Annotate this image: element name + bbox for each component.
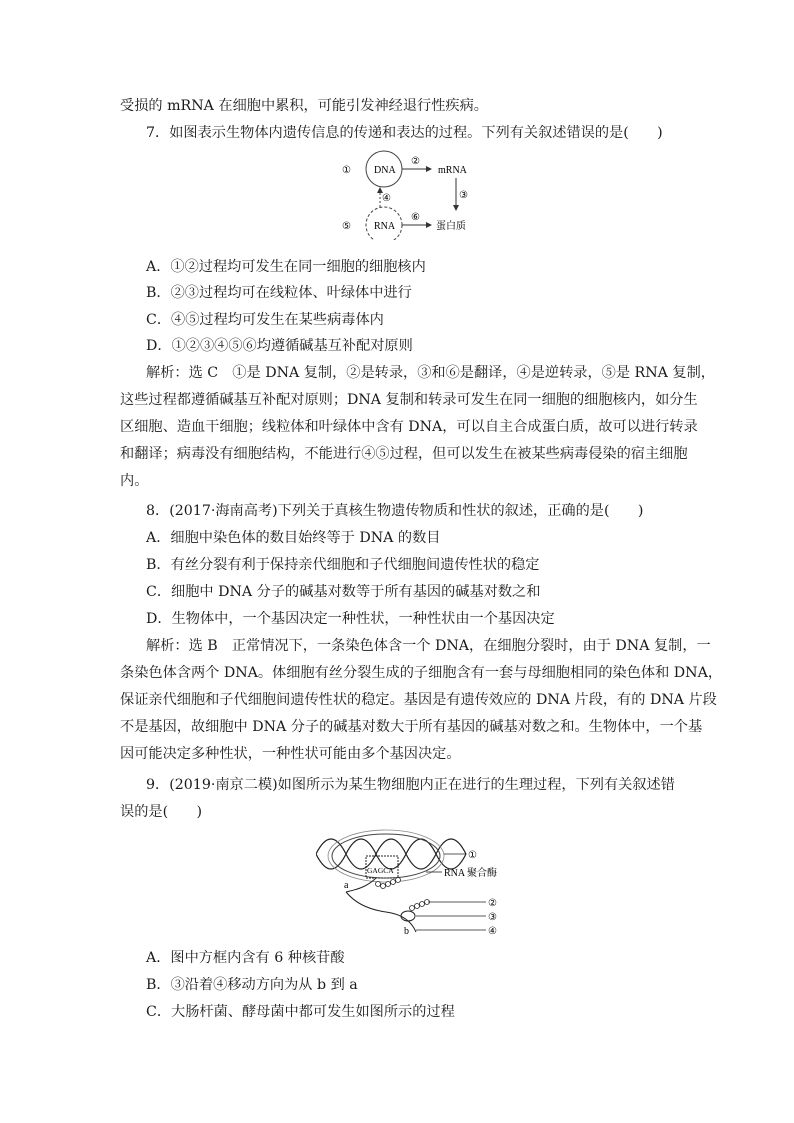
q7-num-1: ①: [342, 165, 351, 176]
q9-option-c: C．大肠杆菌、酵母菌中都可发生如图所示的过程: [146, 1004, 455, 1020]
q8-option-c: C．细胞中 DNA 分子的碱基对数等于所有基因的碱基对数之和: [146, 584, 541, 600]
q9-label-b: b: [404, 926, 409, 937]
q6-tail-text: 受损的 mRNA 在细胞中累积，可能引发神经退行性疾病。: [120, 98, 488, 114]
q7-mrna-label: mRNA: [438, 165, 467, 176]
q7-option-d: D．①②③④⑤⑥均遵循碱基互补配对原则: [146, 338, 413, 354]
q8-stem: 8．(2017·海南高考)下列关于真核生物遗传物质和性状的叙述，正确的是( ): [146, 503, 644, 519]
q9-rna-pol-label: RNA 聚合酶: [444, 868, 498, 879]
q9-num-3: ③: [488, 912, 497, 923]
q8-analysis-line: 保证亲代细胞和子代细胞间遗传性状的稳定。基因是有遗传效应的 DNA 片段，有的 DNA 片段: [120, 692, 717, 708]
q9-box-seq: GAGCA: [367, 866, 394, 875]
q7-num-5: ⑤: [342, 221, 351, 232]
q7-protein-label: 蛋白质: [436, 221, 466, 232]
q8-option-b: B．有丝分裂有利于保持亲代细胞和子代细胞间遗传性状的稳定: [146, 557, 540, 573]
q7-rna-label: RNA: [374, 221, 396, 232]
q7-analysis-line: 解析：选 C ①是 DNA 复制，②是转录，③和⑥是翻译，④是逆转录，⑤是 RNA 复制，: [146, 365, 715, 381]
q7-num-4: ④: [382, 193, 391, 204]
q7-num-3: ③: [459, 190, 468, 201]
q7-option-b: B．②③过程均可在线粒体、叶绿体中进行: [146, 285, 412, 301]
q7-num-2: ②: [411, 156, 420, 167]
q7-option-c: C．④⑤过程均可发生在某些病毒体内: [146, 312, 384, 328]
q7-diagram: [338, 150, 478, 240]
q9-mrna-strand: [346, 878, 376, 892]
q9-num-4: ④: [488, 926, 497, 937]
q7-option-a: A．①②过程均可发生在同一细胞的细胞核内: [146, 259, 426, 275]
q9-label-a: a: [344, 880, 349, 891]
q7-analysis-line: 区细胞、造血干细胞；线粒体和叶绿体中含有 DNA，可以自主合成蛋白质，故可以进行转录: [120, 419, 698, 435]
q7-analysis-line: 内。: [120, 473, 149, 489]
q9-num-1: ①: [468, 850, 477, 861]
q8-analysis-line: 解析：选 B 正常情况下，一条染色体含一个 DNA，在细胞分裂时，由于 DNA 复制，一: [146, 638, 711, 654]
q9-option-b: B．③沿着④移动方向为从 b 到 a: [146, 977, 358, 993]
q8-analysis-line: 条染色体含两个 DNA。体细胞有丝分裂生成的子细胞含有一套与母细胞相同的染色体和 DNA，: [120, 665, 723, 681]
q8-analysis-line: 不是基因，故细胞中 DNA 分子的碱基对数大于所有基因的碱基对数之和。生物体中，一个基: [120, 719, 703, 735]
q9-option-a: A．图中方框内含有 6 种核苷酸: [146, 950, 345, 966]
q8-option-d: D．生物体中，一个基因决定一种性状，一种性状由一个基因决定: [146, 611, 555, 627]
q8-analysis-line: 因可能决定多种性状，一种性状可能由多个基因决定。: [120, 746, 461, 762]
q9-diagram: [316, 828, 536, 940]
q7-num-6: ⑥: [411, 212, 420, 223]
q9-num-2: ②: [488, 898, 497, 909]
q7-stem: 7．如图表示生物体内遗传信息的传递和表达的过程。下列有关叙述错误的是( ): [146, 125, 663, 141]
q9-polypeptide: [376, 878, 430, 911]
q7-dna-label: DNA: [374, 165, 396, 176]
q7-analysis-line: 这些过程都遵循碱基互补配对原则；DNA 复制和转录可发生在同一细胞的细胞核内，如分生: [120, 392, 698, 408]
q9-stem-line: 9．(2019·南京二模)如图所示为某生物细胞内正在进行的生理过程，下列有关叙述错: [146, 777, 675, 793]
q9-ribosome: [401, 911, 415, 921]
q8-option-a: A．细胞中染色体的数目始终等于 DNA 的数目: [146, 530, 441, 546]
q9-stem-line: 误的是( ): [120, 804, 203, 820]
q7-analysis-line: 和翻译；病毒没有细胞结构，不能进行④⑤过程，但可以发生在被某些病毒侵染的宿主细胞: [120, 446, 688, 462]
